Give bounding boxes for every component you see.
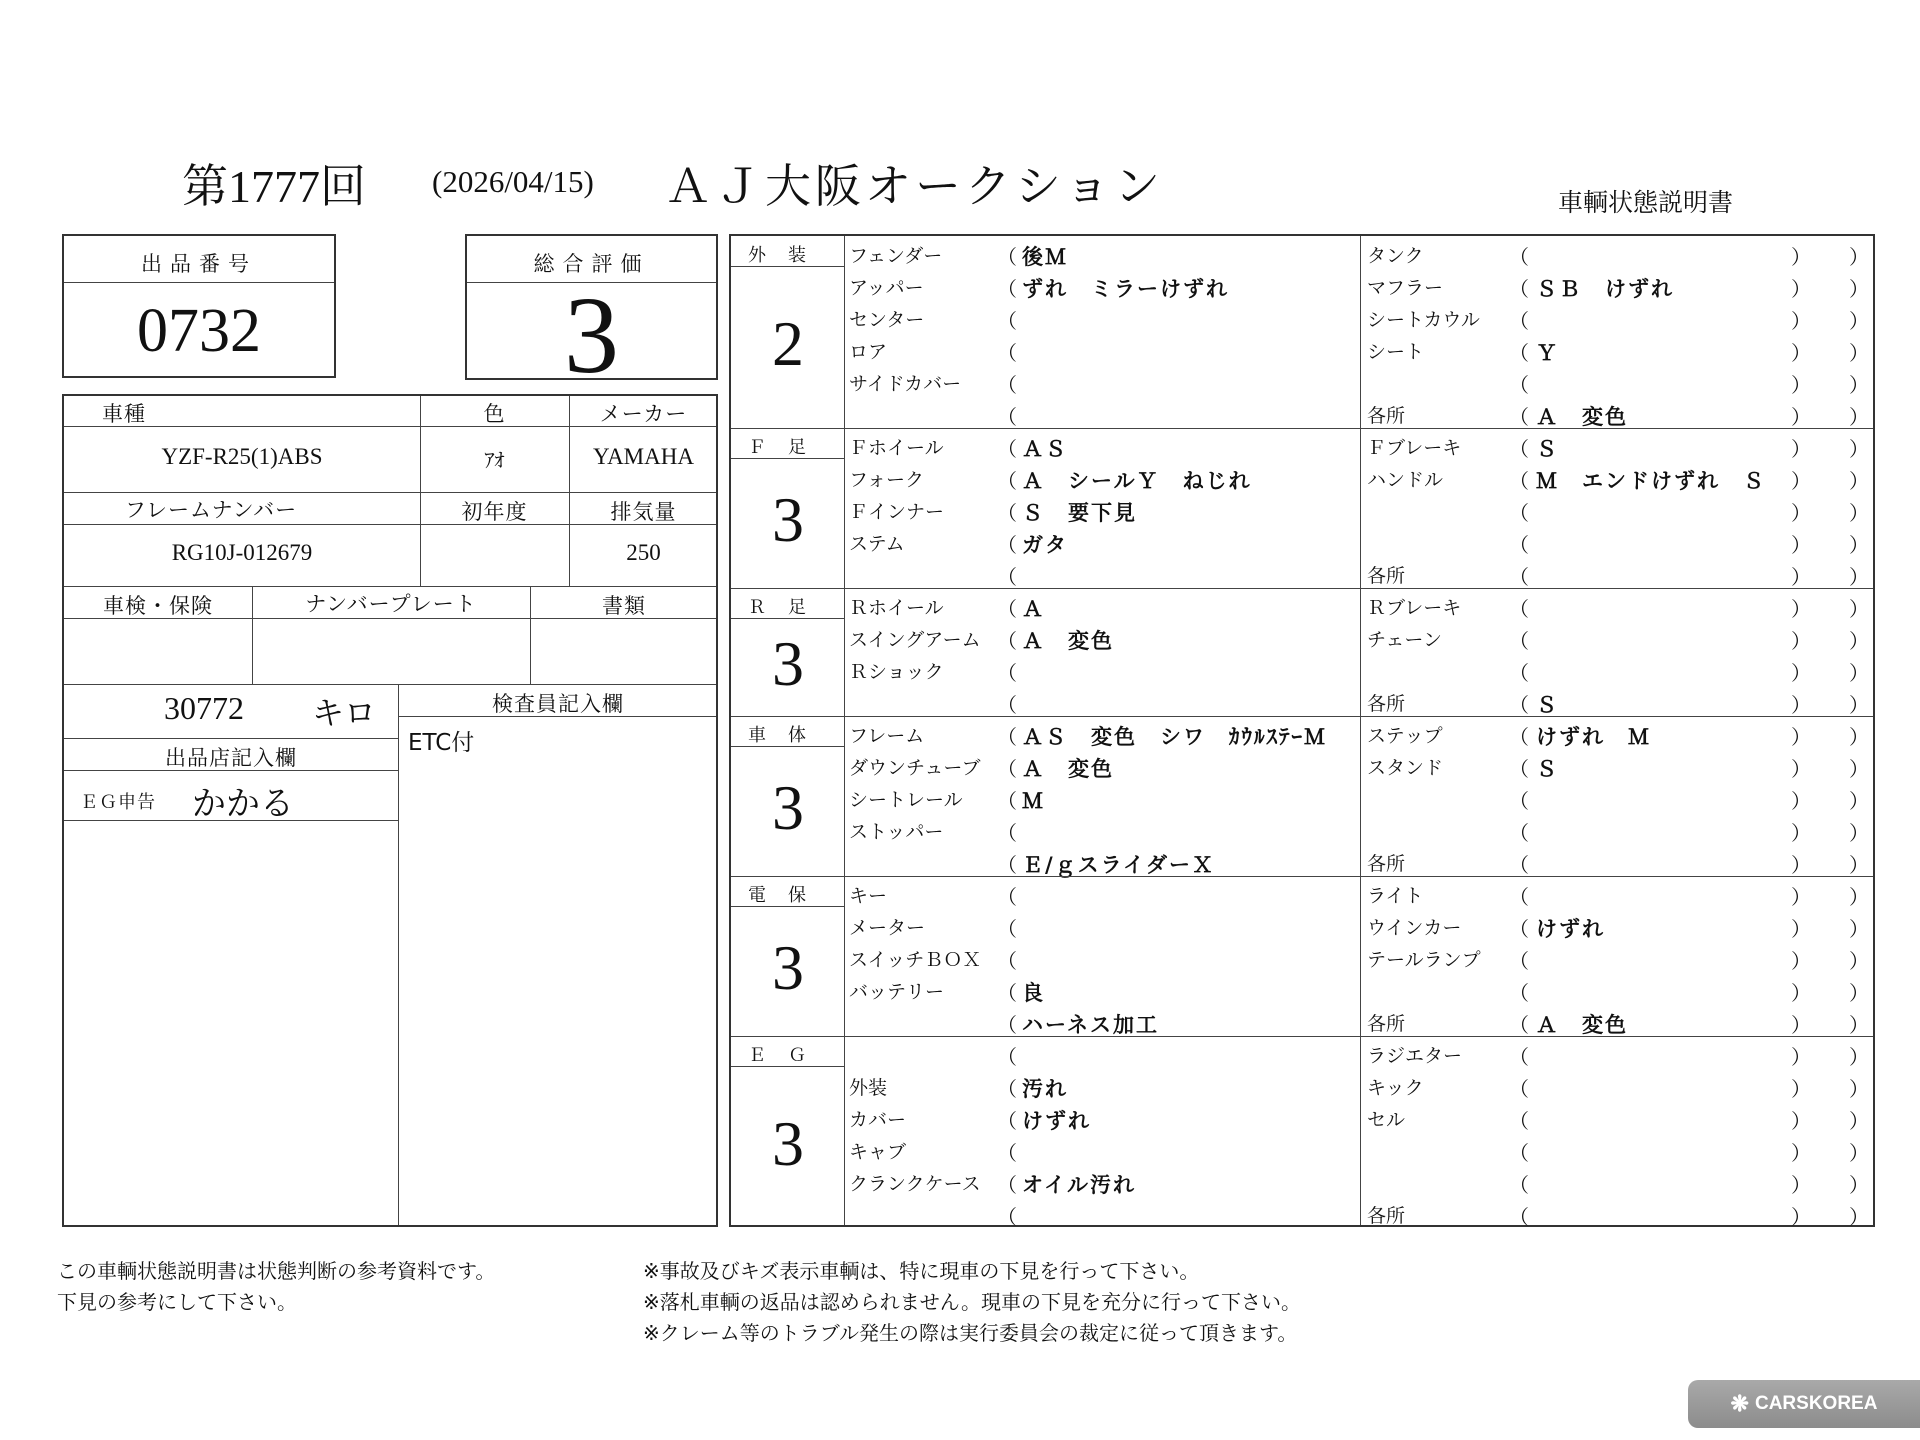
close-paren: ） <box>1791 661 1811 685</box>
item-name: キャブ <box>849 1141 907 1163</box>
item-value: けずれ <box>1022 1109 1091 1133</box>
open-paren: （ <box>997 853 1017 877</box>
open-paren: （ <box>1509 437 1529 461</box>
open-paren: （ <box>1509 693 1529 717</box>
close-paren: ） <box>1849 917 1869 941</box>
item-name: Ｆブレーキ <box>1367 437 1462 459</box>
close-paren: ） <box>1791 405 1811 429</box>
close-paren: ） <box>1791 341 1811 365</box>
item-name: Ｒブレーキ <box>1367 597 1462 619</box>
close-paren: ） <box>1849 981 1869 1005</box>
close-paren: ） <box>1849 309 1869 333</box>
item-value: Ａ シールＹ ねじれ <box>1022 469 1252 493</box>
item-name: 各所 <box>1367 853 1406 875</box>
item-name: スイッチＢＯＸ <box>849 949 982 971</box>
lot-number-box <box>62 234 336 378</box>
documents-label: 書類 <box>602 594 646 618</box>
open-paren: （ <box>1509 661 1529 685</box>
close-paren: ） <box>1791 789 1811 813</box>
open-paren: （ <box>997 437 1017 461</box>
item-name: タンク <box>1367 245 1424 267</box>
close-paren: ） <box>1849 661 1869 685</box>
lot-number-value: 0732 <box>137 297 261 365</box>
open-paren: （ <box>1509 277 1529 301</box>
item-value: Ａ <box>1022 597 1045 621</box>
close-paren: ） <box>1849 597 1869 621</box>
close-paren: ） <box>1849 1141 1869 1165</box>
close-paren: ） <box>1791 757 1811 781</box>
item-name: フォーク <box>849 469 925 491</box>
item-name: ステップ <box>1367 725 1443 747</box>
store-entry-label: 出品店記入欄 <box>165 746 297 770</box>
item-name: クランクケース <box>849 1173 981 1195</box>
close-paren: ） <box>1849 1013 1869 1037</box>
section-label: Ｆ足 <box>748 437 828 458</box>
open-paren: （ <box>997 245 1017 269</box>
close-paren: ） <box>1791 533 1811 557</box>
item-name: スイングアーム <box>849 629 981 651</box>
open-paren: （ <box>1509 981 1529 1005</box>
close-paren: ） <box>1849 341 1869 365</box>
close-paren: ） <box>1849 1045 1869 1069</box>
close-paren: ） <box>1791 885 1811 909</box>
watermark-text: CARSKOREA <box>1754 1393 1878 1414</box>
color-value: ｱｵ <box>484 448 505 472</box>
section-label: Ｒ足 <box>748 597 828 618</box>
item-value: Ｓ <box>1536 757 1559 781</box>
item-name: 各所 <box>1367 405 1406 427</box>
maker-label: メーカー <box>599 402 688 426</box>
item-name: 各所 <box>1367 1205 1406 1227</box>
open-paren: （ <box>1509 1141 1529 1165</box>
section-score: 3 <box>772 628 804 699</box>
open-paren: （ <box>997 501 1017 525</box>
plate-label: ナンバープレート <box>305 592 477 616</box>
item-name: 各所 <box>1367 1013 1406 1035</box>
open-paren: （ <box>997 1013 1017 1037</box>
item-name: バッテリー <box>849 981 945 1003</box>
close-paren: ） <box>1849 821 1869 845</box>
open-paren: （ <box>997 949 1017 973</box>
item-name: ロア <box>849 341 888 363</box>
item-name: フレーム <box>849 725 925 747</box>
model-label: 車種 <box>102 402 146 426</box>
auction-date: (2026/04/15) <box>432 164 594 199</box>
open-paren: （ <box>997 277 1017 301</box>
footer-right-line: ※落札車輌の返品は認められません。現車の下見を充分に行って下さい。 <box>643 1290 1301 1314</box>
eg-declaration-label: ＥＧ申告 <box>80 792 156 813</box>
item-name: 各所 <box>1367 693 1406 715</box>
item-name: フェンダー <box>849 245 943 267</box>
close-paren: ） <box>1791 373 1811 397</box>
close-paren: ） <box>1791 277 1811 301</box>
item-name: シートレール <box>849 789 963 811</box>
open-paren: （ <box>1509 309 1529 333</box>
footer-left-line: 下見の参考にして下さい。 <box>57 1290 297 1314</box>
open-paren: （ <box>997 373 1017 397</box>
item-name: Ｆインナー <box>849 501 945 523</box>
open-paren: （ <box>1509 501 1529 525</box>
close-paren: ） <box>1791 917 1811 941</box>
close-paren: ） <box>1791 437 1811 461</box>
item-value: Ｓ <box>1536 693 1559 717</box>
open-paren: （ <box>1509 853 1529 877</box>
close-paren: ） <box>1791 501 1811 525</box>
item-name: ストッパー <box>849 821 944 843</box>
close-paren: ） <box>1849 853 1869 877</box>
open-paren: （ <box>997 693 1017 717</box>
open-paren: （ <box>1509 341 1529 365</box>
close-paren: ） <box>1791 693 1811 717</box>
item-name: 各所 <box>1367 565 1406 587</box>
item-name: ライト <box>1367 885 1424 907</box>
close-paren: ） <box>1791 725 1811 749</box>
close-paren: ） <box>1791 1205 1811 1229</box>
item-name: シートカウル <box>1367 309 1480 331</box>
open-paren: （ <box>997 1205 1017 1229</box>
close-paren: ） <box>1791 1013 1811 1037</box>
open-paren: （ <box>1509 629 1529 653</box>
open-paren: （ <box>997 565 1017 589</box>
overall-score-value: 3 <box>564 274 619 396</box>
overall-score-box <box>465 234 718 396</box>
item-name: ハンドル <box>1367 469 1444 491</box>
open-paren: （ <box>997 885 1017 909</box>
item-value: ＳＢ けずれ <box>1536 277 1674 301</box>
section-score: 3 <box>772 484 804 555</box>
section-label: 車体 <box>748 725 828 746</box>
open-paren: （ <box>997 1077 1017 1101</box>
open-paren: （ <box>997 533 1017 557</box>
section-label: ＥＧ <box>748 1045 828 1066</box>
open-paren: （ <box>997 789 1017 813</box>
item-name: マフラー <box>1367 277 1444 299</box>
item-name: センター <box>849 309 925 331</box>
auction-session: 第1777回 <box>182 161 366 212</box>
open-paren: （ <box>1509 1205 1529 1229</box>
item-name: ウインカー <box>1367 917 1462 939</box>
close-paren: ） <box>1849 565 1869 589</box>
open-paren: （ <box>1509 533 1529 557</box>
item-name: シート <box>1367 341 1425 363</box>
frame-label: フレームナンバー <box>124 498 298 522</box>
maker-value: YAMAHA <box>593 444 694 469</box>
item-name: カバー <box>849 1109 907 1131</box>
open-paren: （ <box>1509 917 1529 941</box>
close-paren: ） <box>1849 725 1869 749</box>
item-name: ダウンチューブ <box>849 757 981 779</box>
item-value: ＡＳ 変色 シワ ｶｳﾙｽﾃｰＭ <box>1022 725 1327 749</box>
open-paren: （ <box>1509 597 1529 621</box>
open-paren: （ <box>1509 1045 1529 1069</box>
item-value: Ａ 変色 <box>1022 757 1114 781</box>
item-name: セル <box>1367 1109 1406 1131</box>
year-label: 初年度 <box>461 500 528 524</box>
open-paren: （ <box>997 469 1017 493</box>
close-paren: ） <box>1791 309 1811 333</box>
item-name: Ｆホイール <box>849 437 944 459</box>
inspector-note: ETC付 <box>408 730 475 756</box>
close-paren: ） <box>1849 533 1869 557</box>
footer-right-line: ※事故及びキズ表示車輌は、特に現車の下見を行って下さい。 <box>643 1259 1200 1283</box>
section-score: 3 <box>772 932 804 1003</box>
item-name: 外装 <box>849 1077 888 1099</box>
mileage-value: 30772 <box>164 690 244 726</box>
displacement-value: 250 <box>626 540 661 565</box>
close-paren: ） <box>1849 629 1869 653</box>
open-paren: （ <box>1509 1013 1529 1037</box>
item-value: Ｍ エンドけずれ Ｓ <box>1536 469 1766 493</box>
open-paren: （ <box>997 597 1017 621</box>
item-value: 良 <box>1022 981 1045 1005</box>
close-paren: ） <box>1849 245 1869 269</box>
item-name: メーター <box>849 917 926 939</box>
section-score: 3 <box>772 1108 804 1179</box>
open-paren: （ <box>1509 885 1529 909</box>
item-value: Ｓ <box>1536 437 1559 461</box>
open-paren: （ <box>1509 725 1529 749</box>
item-name: キック <box>1367 1077 1424 1099</box>
open-paren: （ <box>997 405 1017 429</box>
open-paren: （ <box>997 821 1017 845</box>
open-paren: （ <box>997 725 1017 749</box>
close-paren: ） <box>1849 405 1869 429</box>
close-paren: ） <box>1791 1109 1811 1133</box>
item-name: アッパー <box>849 277 924 299</box>
item-value: 後Ｍ <box>1022 245 1068 269</box>
item-name: サイドカバー <box>849 373 962 395</box>
close-paren: ） <box>1849 757 1869 781</box>
open-paren: （ <box>997 1173 1017 1197</box>
open-paren: （ <box>1509 949 1529 973</box>
item-name: Ｒショック <box>849 661 944 683</box>
item-name: スタンド <box>1367 757 1444 779</box>
displacement-label: 排気量 <box>610 500 677 524</box>
open-paren: （ <box>997 981 1017 1005</box>
inspection-grid <box>729 234 1875 1227</box>
frame-value: RG10J-012679 <box>171 540 313 565</box>
item-value: Ａ 変色 <box>1536 1013 1628 1037</box>
lot-number-label: 出品番号 <box>141 252 257 276</box>
footer-left-line: この車輌状態説明書は状態判断の参考資料です。 <box>57 1259 496 1283</box>
section-score: 3 <box>772 772 804 843</box>
open-paren: （ <box>1509 821 1529 845</box>
open-paren: （ <box>1509 245 1529 269</box>
close-paren: ） <box>1849 469 1869 493</box>
close-paren: ） <box>1849 949 1869 973</box>
item-name: チェーン <box>1367 629 1443 651</box>
item-name: Ｒホイール <box>849 597 944 619</box>
auction-name: ＡＪ大阪オークション <box>665 159 1165 213</box>
carskorea-logo-icon: ❋ <box>1730 1391 1749 1416</box>
overall-score-label: 総合評価 <box>533 252 650 276</box>
carskorea-watermark <box>1688 1380 1920 1428</box>
item-value: けずれ <box>1536 917 1605 941</box>
item-value: Ｅ/ｇスライダーＸ <box>1022 853 1216 877</box>
close-paren: ） <box>1791 469 1811 493</box>
close-paren: ） <box>1849 1109 1869 1133</box>
close-paren: ） <box>1791 821 1811 845</box>
item-value: Ａ 変色 <box>1536 405 1628 429</box>
open-paren: （ <box>997 1045 1017 1069</box>
close-paren: ） <box>1849 789 1869 813</box>
open-paren: （ <box>997 341 1017 365</box>
inspector-label: 検査員記入欄 <box>492 692 624 716</box>
footer-note-right <box>643 1256 1301 1349</box>
item-value: ハーネス加工 <box>1022 1013 1159 1037</box>
close-paren: ） <box>1849 437 1869 461</box>
item-value: Ｍ <box>1022 789 1045 813</box>
eg-declaration-value: かかる <box>192 784 294 824</box>
close-paren: ） <box>1791 1141 1811 1165</box>
close-paren: ） <box>1791 949 1811 973</box>
open-paren: （ <box>997 757 1017 781</box>
document-title: 車輌状態説明書 <box>1558 188 1734 217</box>
close-paren: ） <box>1791 853 1811 877</box>
item-value: 汚れ <box>1022 1077 1068 1101</box>
item-name: ステム <box>849 533 905 555</box>
close-paren: ） <box>1849 373 1869 397</box>
open-paren: （ <box>997 309 1017 333</box>
vehicle-info-box <box>62 394 718 1227</box>
close-paren: ） <box>1849 693 1869 717</box>
item-name: ラジエター <box>1367 1045 1463 1067</box>
footer-note-left <box>57 1256 495 1318</box>
open-paren: （ <box>1509 405 1529 429</box>
section-label: 電保 <box>748 885 828 906</box>
open-paren: （ <box>1509 1109 1529 1133</box>
open-paren: （ <box>1509 757 1529 781</box>
close-paren: ） <box>1849 1205 1869 1229</box>
section-label: 外装 <box>748 245 828 266</box>
close-paren: ） <box>1791 1045 1811 1069</box>
item-name: テールランプ <box>1367 949 1481 971</box>
close-paren: ） <box>1791 597 1811 621</box>
close-paren: ） <box>1791 245 1811 269</box>
inspection-insurance-label: 車検・保険 <box>103 594 213 618</box>
item-name: キー <box>849 885 888 907</box>
item-value: ずれ ミラーけずれ <box>1022 277 1229 301</box>
open-paren: （ <box>997 629 1017 653</box>
close-paren: ） <box>1791 629 1811 653</box>
open-paren: （ <box>1509 565 1529 589</box>
close-paren: ） <box>1791 565 1811 589</box>
item-value: Ｙ <box>1536 341 1559 365</box>
close-paren: ） <box>1849 1077 1869 1101</box>
item-value: Ａ 変色 <box>1022 629 1114 653</box>
close-paren: ） <box>1849 885 1869 909</box>
item-value: Ｓ 要下見 <box>1022 501 1137 525</box>
item-value: オイル汚れ <box>1022 1173 1136 1197</box>
open-paren: （ <box>1509 1173 1529 1197</box>
close-paren: ） <box>1791 1077 1811 1101</box>
open-paren: （ <box>997 1141 1017 1165</box>
color-label: 色 <box>483 402 506 426</box>
item-value: ＡＳ <box>1022 437 1068 461</box>
close-paren: ） <box>1849 1173 1869 1197</box>
item-value: ガタ <box>1022 533 1068 557</box>
open-paren: （ <box>1509 1077 1529 1101</box>
open-paren: （ <box>997 917 1017 941</box>
close-paren: ） <box>1791 1173 1811 1197</box>
section-score: 2 <box>772 308 804 379</box>
close-paren: ） <box>1849 501 1869 525</box>
close-paren: ） <box>1849 277 1869 301</box>
open-paren: （ <box>1509 373 1529 397</box>
open-paren: （ <box>997 1109 1017 1133</box>
mileage-unit: キロ <box>312 694 377 732</box>
close-paren: ） <box>1791 981 1811 1005</box>
open-paren: （ <box>1509 469 1529 493</box>
item-value: けずれ Ｍ <box>1536 725 1651 749</box>
model-value: YZF-R25(1)ABS <box>161 444 323 469</box>
open-paren: （ <box>997 661 1017 685</box>
open-paren: （ <box>1509 789 1529 813</box>
footer-right-line: ※クレーム等のトラブル発生の際は実行委員会の裁定に従って頂きます。 <box>643 1321 1298 1345</box>
